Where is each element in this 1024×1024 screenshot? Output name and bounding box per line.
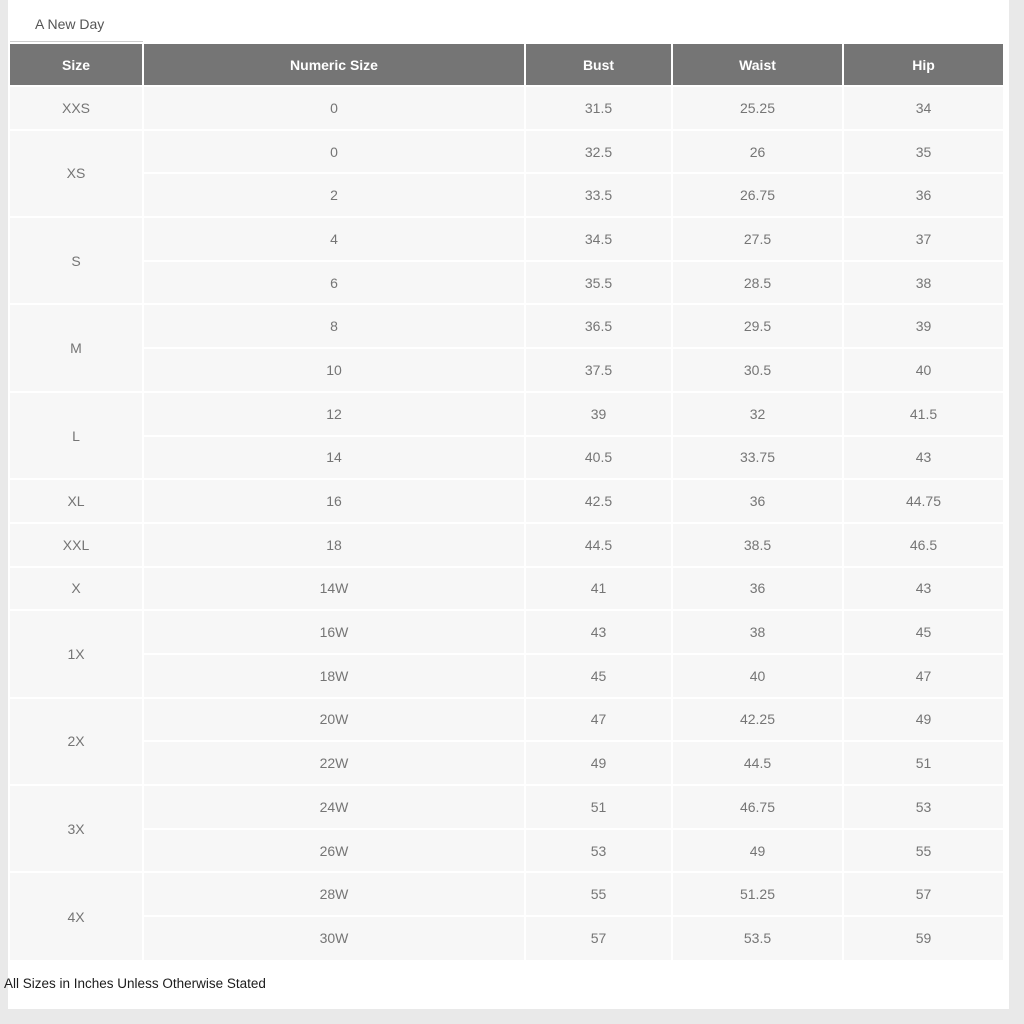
bust-cell: 53 — [525, 829, 672, 873]
hip-cell: 36 — [843, 173, 1003, 217]
hip-cell: 40 — [843, 348, 1003, 392]
hip-cell: 35 — [843, 130, 1003, 174]
bust-cell: 55 — [525, 872, 672, 916]
table-row — [10, 86, 1003, 130]
numeric-size-cell: 24W — [143, 785, 525, 829]
hip-cell: 41.5 — [843, 392, 1003, 436]
hip-cell: 44.75 — [843, 479, 1003, 523]
waist-cell: 30.5 — [672, 348, 843, 392]
numeric-size-cell: 18W — [143, 654, 525, 698]
hip-cell: 45 — [843, 610, 1003, 654]
table-row — [10, 261, 1003, 305]
hip-cell: 57 — [843, 872, 1003, 916]
numeric-size-cell: 26W — [143, 829, 525, 873]
bust-cell: 45 — [525, 654, 672, 698]
table-row — [10, 610, 1003, 654]
bust-cell: 49 — [525, 741, 672, 785]
size-cell: S — [10, 217, 143, 304]
tab-label: A New Day — [35, 16, 105, 32]
hip-cell: 51 — [843, 741, 1003, 785]
bust-cell: 57 — [525, 916, 672, 960]
numeric-size-cell: 10 — [143, 348, 525, 392]
waist-cell: 25.25 — [672, 86, 843, 130]
size-cell: 2X — [10, 698, 143, 785]
numeric-size-cell: 28W — [143, 872, 525, 916]
waist-cell: 29.5 — [672, 304, 843, 348]
size-cell: 3X — [10, 785, 143, 872]
table-row — [10, 654, 1003, 698]
size-cell: XL — [10, 479, 143, 523]
hip-cell: 59 — [843, 916, 1003, 960]
bust-cell: 33.5 — [525, 173, 672, 217]
size-cell: M — [10, 304, 143, 391]
numeric-size-cell: 0 — [143, 130, 525, 174]
table-row — [10, 916, 1003, 960]
size-cell: L — [10, 392, 143, 479]
numeric-size-cell: 16W — [143, 610, 525, 654]
hip-cell: 43 — [843, 436, 1003, 480]
bust-cell: 40.5 — [525, 436, 672, 480]
size-cell: XS — [10, 130, 143, 217]
hip-cell: 39 — [843, 304, 1003, 348]
table-row — [10, 698, 1003, 742]
numeric-size-cell: 30W — [143, 916, 525, 960]
hip-cell: 46.5 — [843, 523, 1003, 567]
bust-cell: 42.5 — [525, 479, 672, 523]
table-row — [10, 567, 1003, 611]
bust-cell: 43 — [525, 610, 672, 654]
waist-cell: 46.75 — [672, 785, 843, 829]
numeric-size-cell: 2 — [143, 173, 525, 217]
waist-cell: 33.75 — [672, 436, 843, 480]
tab-a-new-day[interactable] — [10, 13, 143, 42]
table-body — [10, 86, 1003, 960]
brand-tab-bar — [8, 0, 1009, 44]
bust-cell: 41 — [525, 567, 672, 611]
table-row — [10, 829, 1003, 873]
hip-cell: 43 — [843, 567, 1003, 611]
table-row — [10, 304, 1003, 348]
numeric-size-cell: 8 — [143, 304, 525, 348]
bust-cell: 44.5 — [525, 523, 672, 567]
size-cell: XXS — [10, 86, 143, 130]
numeric-size-cell: 4 — [143, 217, 525, 261]
table-row — [10, 392, 1003, 436]
content-panel — [4, 0, 1009, 1009]
bust-cell: 51 — [525, 785, 672, 829]
bust-cell: 37.5 — [525, 348, 672, 392]
table-row — [10, 130, 1003, 174]
column-header-size: Size — [10, 44, 143, 86]
hip-cell: 47 — [843, 654, 1003, 698]
bust-cell: 34.5 — [525, 217, 672, 261]
waist-cell: 26 — [672, 130, 843, 174]
hip-cell: 49 — [843, 698, 1003, 742]
size-cell: XXL — [10, 523, 143, 567]
table-row — [10, 348, 1003, 392]
units-note: All Sizes in Inches Unless Otherwise Stated — [4, 976, 266, 991]
column-header-bust: Bust — [525, 44, 672, 86]
hip-cell: 55 — [843, 829, 1003, 873]
waist-cell: 49 — [672, 829, 843, 873]
waist-cell: 27.5 — [672, 217, 843, 261]
hip-cell: 38 — [843, 261, 1003, 305]
numeric-size-cell: 16 — [143, 479, 525, 523]
table-row — [10, 872, 1003, 916]
bust-cell: 39 — [525, 392, 672, 436]
numeric-size-cell: 0 — [143, 86, 525, 130]
bust-cell: 36.5 — [525, 304, 672, 348]
column-header-hip: Hip — [843, 44, 1003, 86]
waist-cell: 51.25 — [672, 872, 843, 916]
waist-cell: 42.25 — [672, 698, 843, 742]
numeric-size-cell: 14 — [143, 436, 525, 480]
size-cell: 1X — [10, 610, 143, 697]
waist-cell: 40 — [672, 654, 843, 698]
waist-cell: 44.5 — [672, 741, 843, 785]
waist-cell: 32 — [672, 392, 843, 436]
bust-cell: 31.5 — [525, 86, 672, 130]
table-header-row — [10, 44, 1003, 86]
waist-cell: 38 — [672, 610, 843, 654]
table-row — [10, 741, 1003, 785]
hip-cell: 37 — [843, 217, 1003, 261]
numeric-size-cell: 22W — [143, 741, 525, 785]
table-row — [10, 523, 1003, 567]
bust-cell: 47 — [525, 698, 672, 742]
bust-cell: 32.5 — [525, 130, 672, 174]
table-row — [10, 479, 1003, 523]
size-chart-table — [10, 44, 1003, 960]
column-header-waist: Waist — [672, 44, 843, 86]
table-row — [10, 785, 1003, 829]
numeric-size-cell: 20W — [143, 698, 525, 742]
numeric-size-cell: 6 — [143, 261, 525, 305]
waist-cell: 26.75 — [672, 173, 843, 217]
waist-cell: 53.5 — [672, 916, 843, 960]
size-cell: 4X — [10, 872, 143, 959]
hip-cell: 34 — [843, 86, 1003, 130]
numeric-size-cell: 12 — [143, 392, 525, 436]
table-row — [10, 173, 1003, 217]
waist-cell: 36 — [672, 567, 843, 611]
column-header-numeric-size: Numeric Size — [143, 44, 525, 86]
numeric-size-cell: 18 — [143, 523, 525, 567]
waist-cell: 36 — [672, 479, 843, 523]
bust-cell: 35.5 — [525, 261, 672, 305]
table-row — [10, 217, 1003, 261]
numeric-size-cell: 14W — [143, 567, 525, 611]
hip-cell: 53 — [843, 785, 1003, 829]
table-row — [10, 436, 1003, 480]
size-cell: X — [10, 567, 143, 611]
waist-cell: 28.5 — [672, 261, 843, 305]
waist-cell: 38.5 — [672, 523, 843, 567]
